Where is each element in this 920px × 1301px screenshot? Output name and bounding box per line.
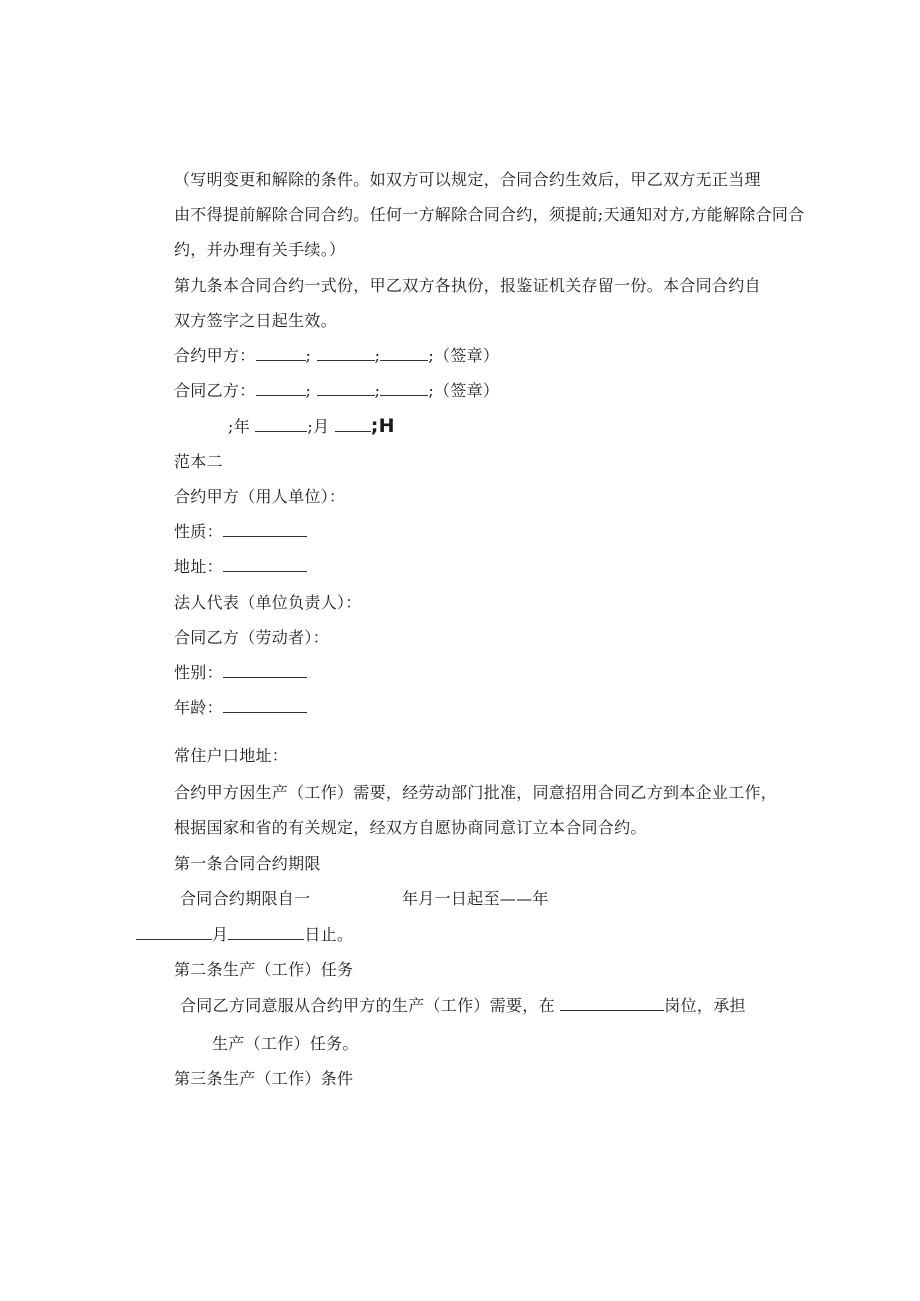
field-nature	[174, 522, 307, 542]
signature-party-a	[174, 346, 499, 366]
blank-line	[317, 381, 375, 396]
date-year-label: ;年	[228, 417, 250, 436]
month-label: 月	[212, 925, 229, 944]
article2-text-b: 岗位，承担	[664, 996, 746, 1015]
article1-line1b: 年月一日起至——年	[402, 889, 549, 908]
seal-label: （签章）	[434, 381, 500, 400]
blank-line	[335, 417, 371, 432]
article1-line1a: 合同合约期限自一	[180, 889, 311, 908]
signature-date	[228, 416, 395, 437]
nature-blank	[223, 522, 307, 537]
intro-line2: 根据国家和省的有关规定，经双方自愿协商同意订立本合同合约。	[174, 818, 647, 837]
field-gender	[174, 663, 307, 683]
seal-label: （签章）	[434, 346, 500, 365]
date-end-mark: ;H	[370, 415, 395, 437]
separator: ;	[305, 346, 312, 365]
separator: ;	[374, 346, 381, 365]
blank-line	[228, 925, 304, 940]
article1-title: 第一条合同合约期限	[174, 854, 321, 873]
party-a-label: 合约甲方：	[174, 346, 256, 365]
para2-line1: 第九条本合同合约一式份，甲乙双方各执份，报鉴证机关存留一份。本合同合约自	[174, 276, 761, 295]
para1-line1: （写明变更和解除的条件。如双方可以规定，合同合约生效后，甲乙双方无正当理	[174, 170, 761, 189]
blank-line	[136, 925, 212, 940]
sample2-party-a: 合约甲方（用人单位）：	[174, 487, 346, 506]
field-address	[174, 557, 307, 577]
address-label: 地址：	[174, 557, 223, 576]
article2-title: 第二条生产（工作）任务	[174, 960, 354, 979]
sample2-title: 范本二	[174, 452, 223, 471]
sample2-party-b: 合同乙方（劳动者）：	[174, 628, 330, 647]
gender-label: 性别：	[174, 663, 223, 682]
blank-line	[380, 381, 428, 396]
signature-party-b	[174, 381, 499, 401]
blank-line	[255, 417, 307, 432]
field-age	[174, 698, 307, 718]
age-label: 年龄：	[174, 698, 223, 717]
article2-line2: 生产（工作）任务。	[212, 1034, 359, 1053]
article3-title: 第三条生产（工作）条件	[174, 1069, 354, 1088]
para1-line3: 约，并办理有关手续。）	[174, 240, 346, 259]
separator: ;	[428, 381, 435, 400]
article2-line1	[180, 996, 746, 1016]
sample2-residence: 常住户口地址：	[174, 746, 289, 765]
date-month-label: ;月	[307, 417, 330, 436]
party-b-label: 合同乙方：	[174, 381, 256, 400]
article2-text-a: 合同乙方同意服从合约甲方的生产（工作）需要，在	[180, 996, 555, 1015]
separator: ;	[428, 346, 435, 365]
position-blank	[560, 996, 664, 1011]
blank-line	[380, 346, 428, 361]
blank-line	[256, 346, 306, 361]
para2-line2: 双方签字之日起生效。	[174, 311, 338, 330]
blank-line	[317, 346, 375, 361]
separator: ;	[305, 381, 312, 400]
gender-blank	[223, 663, 307, 678]
para1-line2: 由不得提前解除合同合约。任何一方解除合同合约，须提前;天通知对方,方能解除合同合	[174, 205, 805, 224]
age-blank	[223, 698, 307, 713]
sample2-legal-rep: 法人代表（单位负责人）：	[174, 593, 362, 612]
day-end-label: 日止。	[304, 925, 354, 944]
nature-label: 性质：	[174, 522, 223, 541]
address-blank	[223, 557, 307, 572]
blank-line	[256, 381, 306, 396]
intro-line1: 合约甲方因生产（工作）需要，经劳动部门批准，同意招用合同乙方到本企业工作，	[174, 783, 778, 802]
article1-line2	[136, 925, 353, 945]
separator: ;	[374, 381, 381, 400]
